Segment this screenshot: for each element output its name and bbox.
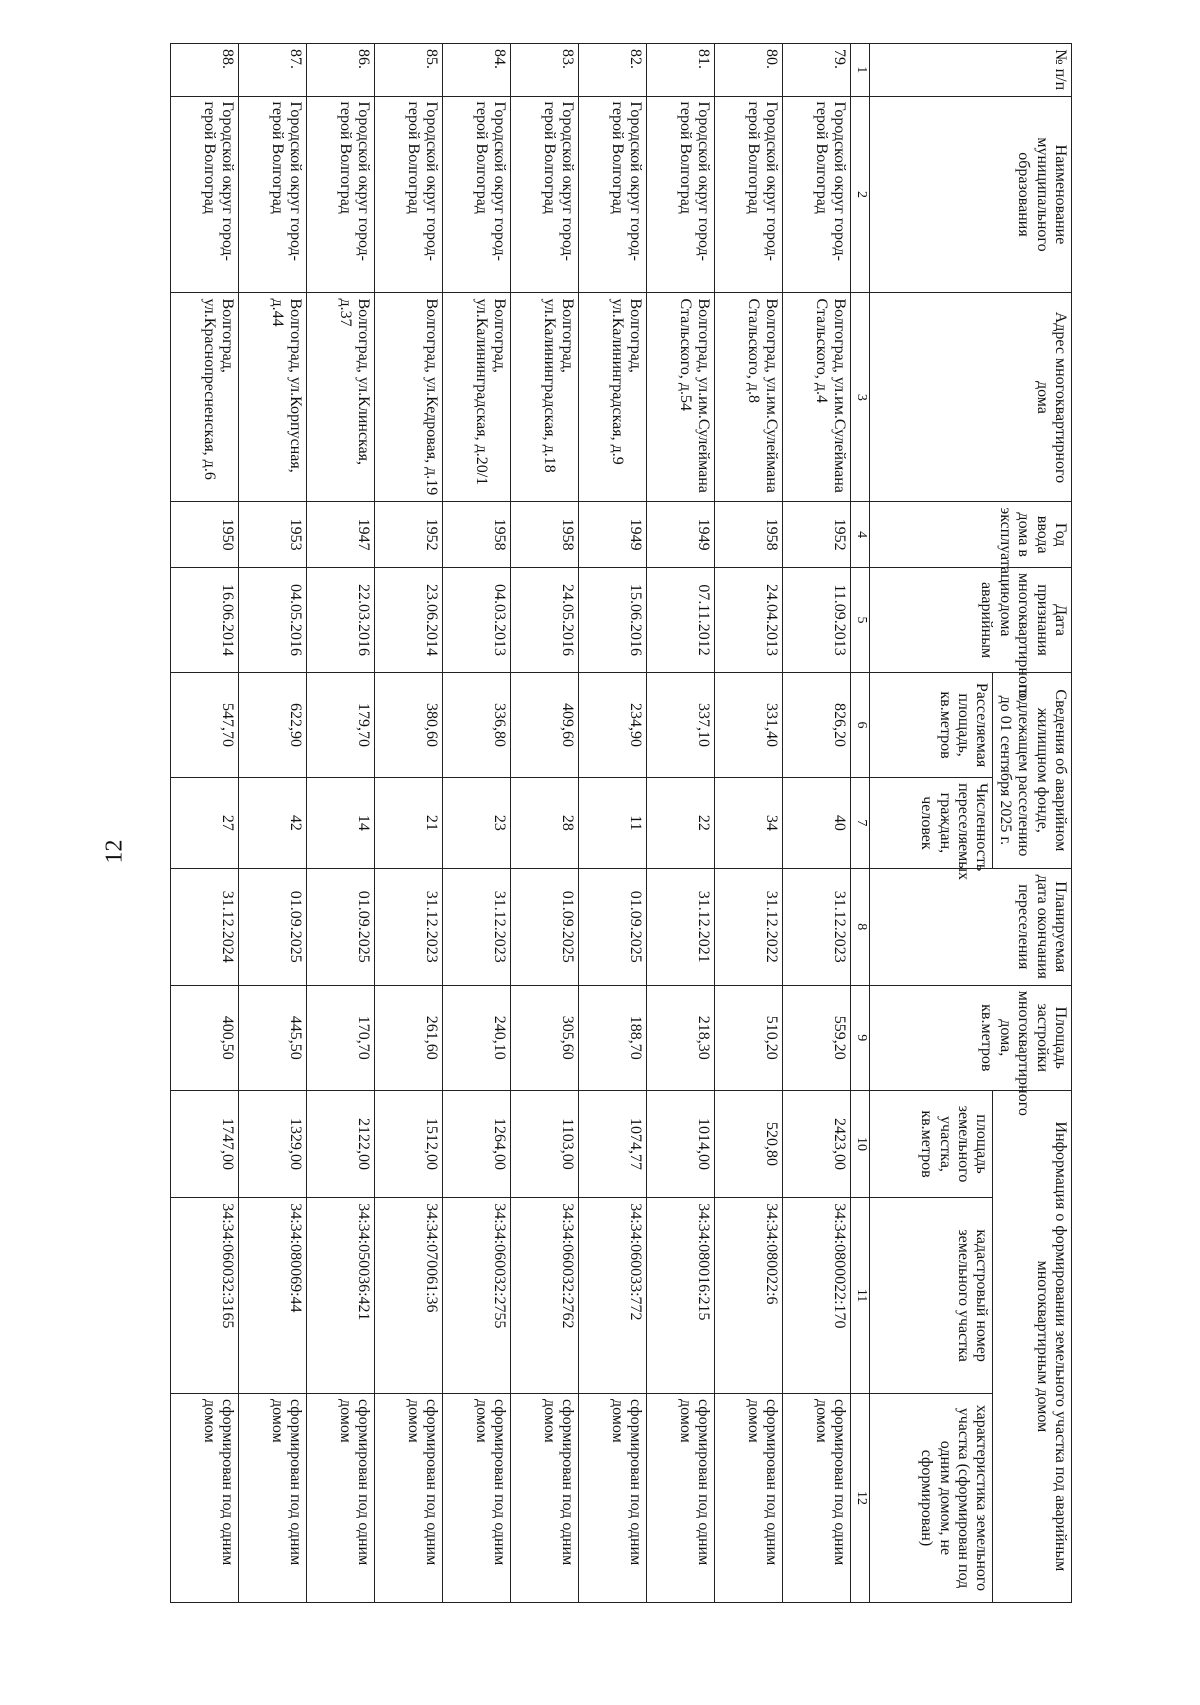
column-number: 10 xyxy=(851,1090,870,1197)
house-address: Волгоград, ул.Калининградская, д.20/1 xyxy=(443,293,511,502)
row-number: 82. xyxy=(579,44,647,97)
cadastral-number: 34:34:080022:6 xyxy=(715,1198,783,1394)
relocation-area: 547,70 xyxy=(171,673,239,778)
land-area: 2423,00 xyxy=(783,1090,851,1197)
cadastral-number: 34:34:0800022:170 xyxy=(783,1198,851,1394)
row-number: 83. xyxy=(511,44,579,97)
land-area: 1329,00 xyxy=(239,1090,307,1197)
building-area: 305,60 xyxy=(511,985,579,1090)
house-address: Волгоград, ул.им.Сулеймана Стальского, д.8 xyxy=(715,293,783,502)
municipality-name: Городской округ город-герой Волгоград xyxy=(511,96,579,293)
residents-count: 34 xyxy=(715,778,783,869)
column-number: 9 xyxy=(851,985,870,1090)
cadastral-number: 34:34:070061:36 xyxy=(375,1198,443,1394)
year-built: 1949 xyxy=(647,502,715,568)
municipality-name: Городской округ город-герой Волгоград xyxy=(307,96,375,293)
land-characteristic: сформирован под одним домом xyxy=(783,1393,851,1602)
municipality-name: Городской округ город-герой Волгоград xyxy=(579,96,647,293)
year-built: 1958 xyxy=(443,502,511,568)
page-number: 12 xyxy=(101,839,128,864)
building-area: 559,20 xyxy=(783,985,851,1090)
header-recognition-date: Дата признания многоквартирного дома аварийным xyxy=(870,568,1072,673)
municipality-name: Городской округ город-герой Волгоград xyxy=(443,96,511,293)
recognition-date: 07.11.2012 xyxy=(647,568,715,673)
table-row xyxy=(171,44,239,1603)
municipality-name: Городской округ город-герой Волгоград xyxy=(375,96,443,293)
relocation-area: 234,90 xyxy=(579,673,647,778)
building-area: 445,50 xyxy=(239,985,307,1090)
header-planned-date: Планируемая дата окончания переселения xyxy=(870,868,1072,985)
recognition-date: 23.06.2014 xyxy=(375,568,443,673)
header-fund-group: Сведения об аварийном жилищном фонде, подлежащем расселению до 01 сентября 2025 г. xyxy=(993,673,1072,869)
land-characteristic: сформирован под одним домом xyxy=(647,1393,715,1602)
header-no: № п/п xyxy=(870,44,1072,97)
header-land-area: площадь земельного участка, кв.метров xyxy=(870,1090,993,1197)
residents-count: 11 xyxy=(579,778,647,869)
house-address: Волгоград, ул.Калининградская, д.9 xyxy=(579,293,647,502)
land-area: 1103,00 xyxy=(511,1090,579,1197)
planned-end-date: 01.09.2025 xyxy=(307,868,375,985)
planned-end-date: 01.09.2025 xyxy=(239,868,307,985)
land-area: 1074,77 xyxy=(579,1090,647,1197)
column-number: 1 xyxy=(851,44,870,97)
residents-count: 23 xyxy=(443,778,511,869)
house-address: Волгоград, ул.Кедровая, д.19 xyxy=(375,293,443,502)
table-row xyxy=(239,44,307,1603)
header-area: Расселяемая площадь, кв.метров xyxy=(870,673,993,778)
land-area: 520,80 xyxy=(715,1090,783,1197)
table-row xyxy=(511,44,579,1603)
cadastral-number: 34:34:050036:421 xyxy=(307,1198,375,1394)
row-number: 79. xyxy=(783,44,851,97)
header-address: Адрес многоквартирного дома xyxy=(870,293,1072,502)
relocation-area: 380,60 xyxy=(375,673,443,778)
year-built: 1952 xyxy=(783,502,851,568)
table-row xyxy=(375,44,443,1603)
year-built: 1947 xyxy=(307,502,375,568)
residents-count: 28 xyxy=(511,778,579,869)
document-body xyxy=(162,43,1072,1603)
residents-count: 27 xyxy=(171,778,239,869)
cadastral-number: 34:34:060033:772 xyxy=(579,1198,647,1394)
cadastral-number: 34:34:060032:3165 xyxy=(171,1198,239,1394)
municipality-name: Городской округ город-герой Волгоград xyxy=(239,96,307,293)
column-number: 12 xyxy=(851,1393,870,1602)
table-row xyxy=(647,44,715,1603)
row-number: 87. xyxy=(239,44,307,97)
column-number: 8 xyxy=(851,868,870,985)
municipality-name: Городской округ город-герой Волгоград xyxy=(715,96,783,293)
land-characteristic: сформирован под одним домом xyxy=(715,1393,783,1602)
table-body xyxy=(171,44,851,1603)
relocation-area: 622,90 xyxy=(239,673,307,778)
building-area: 240,10 xyxy=(443,985,511,1090)
building-area: 218,30 xyxy=(647,985,715,1090)
municipality-name: Городской округ город-герой Волгоград xyxy=(783,96,851,293)
land-area: 1264,00 xyxy=(443,1090,511,1197)
building-area: 188,70 xyxy=(579,985,647,1090)
municipality-name: Городской округ город-герой Волгоград xyxy=(171,96,239,293)
planned-end-date: 31.12.2022 xyxy=(715,868,783,985)
municipality-name: Городской округ город-герой Волгоград xyxy=(647,96,715,293)
header-municipality: Наименование муниципального образования xyxy=(870,96,1072,293)
header-year: Год ввода дома в эксплуатацию xyxy=(870,502,1072,568)
house-address: Волгоград, ул.им.Сулейманa Стальского, д.4 xyxy=(783,293,851,502)
column-number: 11 xyxy=(851,1198,870,1394)
year-built: 1958 xyxy=(511,502,579,568)
recognition-date: 04.03.2013 xyxy=(443,568,511,673)
column-number: 2 xyxy=(851,96,870,293)
planned-end-date: 01.09.2025 xyxy=(579,868,647,985)
column-number: 5 xyxy=(851,568,870,673)
header-characteristic: характеристика земельного участка (сформирован под одним домом, не сформирован) xyxy=(870,1393,993,1602)
column-number: 4 xyxy=(851,502,870,568)
cadastral-number: 34:34:060032:2755 xyxy=(443,1198,511,1394)
planned-end-date: 31.12.2024 xyxy=(171,868,239,985)
year-built: 1953 xyxy=(239,502,307,568)
residents-count: 14 xyxy=(307,778,375,869)
relocation-area: 331,40 xyxy=(715,673,783,778)
land-area: 1747,00 xyxy=(171,1090,239,1197)
header-residents: Численность переселяемых граждан, человек xyxy=(870,778,993,869)
land-characteristic: сформирован под одним домом xyxy=(579,1393,647,1602)
recognition-date: 11.09.2013 xyxy=(783,568,851,673)
row-number: 80. xyxy=(715,44,783,97)
relocation-area: 179,70 xyxy=(307,673,375,778)
row-number: 86. xyxy=(307,44,375,97)
table-row xyxy=(579,44,647,1603)
table-row xyxy=(783,44,851,1603)
cadastral-number: 34:34:080016:215 xyxy=(647,1198,715,1394)
year-built: 1952 xyxy=(375,502,443,568)
building-area: 261,60 xyxy=(375,985,443,1090)
year-built: 1949 xyxy=(579,502,647,568)
land-characteristic: сформирован под одним домом xyxy=(443,1393,511,1602)
row-number: 81. xyxy=(647,44,715,97)
header-building-area: Площадь застройки многоквартирного дома, кв.метров xyxy=(870,985,1072,1090)
row-number: 85. xyxy=(375,44,443,97)
cadastral-number: 34:34:080069:44 xyxy=(239,1198,307,1394)
table-row xyxy=(307,44,375,1603)
house-address: Волгоград, ул.Краснопресненская, д.6 xyxy=(171,293,239,502)
house-address: Волгоград, ул.Корпусная, д.44 xyxy=(239,293,307,502)
relocation-area: 336,80 xyxy=(443,673,511,778)
header-land-group: Информация о формировании земельного участка под аварийным многоквартирным домом xyxy=(993,1090,1072,1602)
column-number-row xyxy=(851,44,870,1603)
planned-end-date: 01.09.2025 xyxy=(511,868,579,985)
land-characteristic: сформирован под одним домом xyxy=(239,1393,307,1602)
house-address: Волгоград, ул.Клинская, д.37 xyxy=(307,293,375,502)
year-built: 1950 xyxy=(171,502,239,568)
land-characteristic: сформирован под одним домом xyxy=(307,1393,375,1602)
residents-count: 40 xyxy=(783,778,851,869)
land-characteristic: сформирован под одним домом xyxy=(171,1393,239,1602)
recognition-date: 24.05.2016 xyxy=(511,568,579,673)
land-characteristic: сформирован под одним домом xyxy=(511,1393,579,1602)
table-row xyxy=(715,44,783,1603)
land-characteristic: сформирован под одним домом xyxy=(375,1393,443,1602)
recognition-date: 04.05.2016 xyxy=(239,568,307,673)
column-number: 7 xyxy=(851,778,870,869)
table-row xyxy=(443,44,511,1603)
column-number: 3 xyxy=(851,293,870,502)
row-number: 84. xyxy=(443,44,511,97)
residents-count: 42 xyxy=(239,778,307,869)
house-address: Волгоград, ул.им.Сулеймана Стальского, д.54 xyxy=(647,293,715,502)
planned-end-date: 31.12.2021 xyxy=(647,868,715,985)
building-area: 510,20 xyxy=(715,985,783,1090)
planned-end-date: 31.12.2023 xyxy=(375,868,443,985)
planned-end-date: 31.12.2023 xyxy=(783,868,851,985)
relocation-area: 337,10 xyxy=(647,673,715,778)
column-number: 6 xyxy=(851,673,870,778)
land-area: 2122,00 xyxy=(307,1090,375,1197)
row-number: 88. xyxy=(171,44,239,97)
house-address: Волгоград, ул.Калининградская, д.18 xyxy=(511,293,579,502)
year-built: 1958 xyxy=(715,502,783,568)
land-area: 1512,00 xyxy=(375,1090,443,1197)
land-area: 1014,00 xyxy=(647,1090,715,1197)
residents-count: 21 xyxy=(375,778,443,869)
relocation-area: 826,20 xyxy=(783,673,851,778)
cadastral-number: 34:34:060032:2762 xyxy=(511,1198,579,1394)
residents-count: 22 xyxy=(647,778,715,869)
header-cadastral: кадастровый номер земельного участка xyxy=(870,1198,993,1394)
building-area: 400,50 xyxy=(171,985,239,1090)
recognition-date: 22.03.2016 xyxy=(307,568,375,673)
recognition-date: 24.04.2013 xyxy=(715,568,783,673)
emergency-housing-table xyxy=(170,43,1072,1603)
recognition-date: 15.06.2016 xyxy=(579,568,647,673)
relocation-area: 409,60 xyxy=(511,673,579,778)
recognition-date: 16.06.2014 xyxy=(171,568,239,673)
building-area: 170,70 xyxy=(307,985,375,1090)
planned-end-date: 31.12.2023 xyxy=(443,868,511,985)
